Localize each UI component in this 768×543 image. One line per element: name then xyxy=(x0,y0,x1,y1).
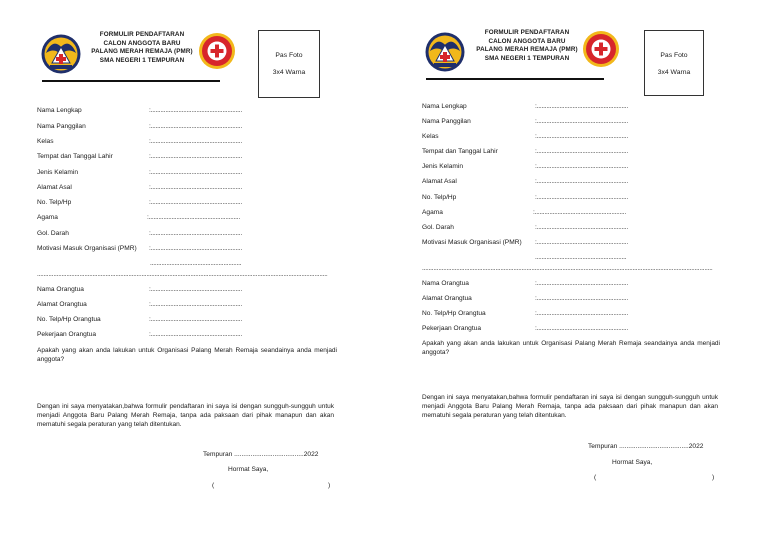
field-label: Gol. Darah xyxy=(422,224,454,231)
parent-field-row[interactable] xyxy=(37,300,287,310)
motivation-answer-line[interactable]: ........................................................ xyxy=(535,254,627,261)
field-row[interactable] xyxy=(37,106,287,116)
field-row[interactable] xyxy=(422,238,672,248)
field-label: No. Telp/Hp Orangtua xyxy=(422,310,486,317)
field-input[interactable]: :........................................................ xyxy=(535,295,629,302)
place-date: Tempuran ......................................2022 xyxy=(588,443,704,450)
parent-field-row[interactable] xyxy=(37,315,287,325)
field-input[interactable]: :........................................................ xyxy=(535,148,629,155)
palang-merah-remaja-badge-icon xyxy=(198,31,236,71)
field-row[interactable] xyxy=(37,183,287,193)
field-input[interactable]: :........................................................ xyxy=(149,230,243,237)
field-label: Kelas xyxy=(37,138,54,145)
field-label: Agama xyxy=(37,214,58,221)
field-label: Alamat Orangtua xyxy=(422,295,472,302)
place-date: Tempuran ......................................2022 xyxy=(203,451,319,458)
field-row[interactable] xyxy=(37,137,287,147)
field-input[interactable]: :........................................................ xyxy=(149,123,243,130)
field-row[interactable] xyxy=(422,102,672,112)
signature-bracket-close: ) xyxy=(328,482,331,489)
field-row[interactable] xyxy=(37,168,287,178)
photo-label: Pas Foto xyxy=(660,52,688,59)
field-label: Pekerjaan Orangtua xyxy=(37,331,97,338)
field-input[interactable]: :........................................................ xyxy=(147,214,241,221)
title-line: FORMULIR PENDAFTARAN xyxy=(484,29,570,36)
title-line: FORMULIR PENDAFTARAN xyxy=(99,31,185,38)
field-label: Nama Panggilan xyxy=(37,123,86,130)
title-line: SMA NEGERI 1 TEMPURAN xyxy=(99,56,185,64)
title-line: SMA NEGERI 1 TEMPURAN xyxy=(484,54,570,62)
parent-field-row[interactable] xyxy=(422,279,672,289)
field-label: Nama Lengkap xyxy=(422,103,467,110)
field-row[interactable] xyxy=(422,223,672,233)
motivation-answer-line[interactable]: .................................................................................................................................................................................. xyxy=(37,271,328,278)
field-label: No. Telp/Hp xyxy=(37,199,72,206)
motivation-answer-line[interactable]: .................................................................................................................................................................................. xyxy=(422,265,713,272)
field-input[interactable]: :........................................................ xyxy=(535,310,629,317)
field-label: Jenis Kelamin xyxy=(37,169,79,176)
parent-field-row[interactable] xyxy=(37,285,287,295)
field-input[interactable]: :........................................................ xyxy=(535,133,629,140)
photo-label: Pas Foto xyxy=(275,52,303,59)
title-underline xyxy=(42,80,220,82)
closing-regards: Hormat Saya, xyxy=(612,459,653,466)
field-input[interactable]: :........................................................ xyxy=(533,209,627,216)
field-row[interactable] xyxy=(37,229,287,239)
field-label: No. Telp/Hp xyxy=(422,194,457,201)
field-label: Jenis Kelamin xyxy=(422,163,464,170)
field-label: Tempat dan Tanggal Lahir xyxy=(37,153,113,160)
title-line: PALANG MERAH REMAJA (PMR) xyxy=(476,46,578,54)
field-input[interactable]: :........................................................ xyxy=(535,118,629,125)
parent-field-row[interactable] xyxy=(422,294,672,304)
field-input[interactable]: :........................................................ xyxy=(149,286,243,293)
field-input[interactable]: :........................................................ xyxy=(535,280,629,287)
field-input[interactable]: :........................................................ xyxy=(149,245,243,252)
field-input[interactable]: :........................................................ xyxy=(535,178,629,185)
pmr-emblem-icon xyxy=(424,31,466,73)
field-label: No. Telp/Hp Orangtua xyxy=(37,316,101,323)
field-row[interactable] xyxy=(37,122,287,132)
field-input[interactable]: :........................................................ xyxy=(149,169,243,176)
field-input[interactable]: :........................................................ xyxy=(149,153,243,160)
closing-regards: Hormat Saya, xyxy=(228,466,269,473)
field-row[interactable] xyxy=(37,198,287,208)
field-input[interactable]: :........................................................ xyxy=(149,316,243,323)
title-underline xyxy=(426,78,604,80)
field-label: Alamat Asal xyxy=(422,178,457,185)
form-title xyxy=(88,31,196,65)
signature-bracket-open: ( xyxy=(594,474,597,481)
field-row[interactable] xyxy=(37,152,287,162)
question-text: Apakah yang akan anda lakukan untuk Organisasi Palang Merah Remaja seandainya anda menjadi anggota? xyxy=(37,347,337,364)
field-label: Agama xyxy=(422,209,443,216)
field-row[interactable] xyxy=(37,213,287,223)
statement-text: Dengan ini saya menyatakan,bahwa formulir pendaftaran ini saya isi dengan sungguh-sungguh untuk menjadi Anggota Baru Palang Merah Remaja, tanpa ada paksaan dari pihak manapun dan akan mematuhi segala peraturan yang telah ditentukan. xyxy=(37,403,334,429)
palang-merah-remaja-badge-icon xyxy=(582,29,620,69)
field-label: Nama Orangtua xyxy=(37,286,84,293)
field-input[interactable]: :........................................................ xyxy=(149,301,243,308)
field-row[interactable] xyxy=(422,193,672,203)
photo-size-label: 3x4 Warna xyxy=(272,69,306,76)
parent-field-row[interactable] xyxy=(37,330,287,340)
field-row[interactable] xyxy=(422,208,672,218)
statement-text: Dengan ini saya menyatakan,bahwa formulir pendaftaran ini saya isi dengan sungguh-sungguh untuk menjadi Anggota Baru Palang Merah Remaja, tanpa ada paksaan dari pihak manapun dan akan mematuhi segala peraturan yang telah ditentukan. xyxy=(422,394,718,420)
field-input[interactable]: :........................................................ xyxy=(149,138,243,145)
field-row[interactable] xyxy=(422,132,672,142)
field-input[interactable]: :........................................................ xyxy=(535,239,629,246)
field-label: Pekerjaan Orangtua xyxy=(422,325,482,332)
field-label: Alamat Orangtua xyxy=(37,301,87,308)
signature-bracket-open: ( xyxy=(212,482,215,489)
field-label: Nama Panggilan xyxy=(422,118,471,125)
field-label: Alamat Asal xyxy=(37,184,72,191)
pmr-emblem-icon xyxy=(40,33,82,75)
field-input[interactable]: :........................................................ xyxy=(535,163,629,170)
field-row[interactable] xyxy=(37,244,287,254)
field-label: Motivasi Masuk Organisasi (PMR) xyxy=(37,245,137,252)
photo-size-label: 3x4 Warna xyxy=(657,69,691,76)
field-input[interactable]: :........................................................ xyxy=(149,331,243,338)
field-input[interactable]: :........................................................ xyxy=(149,184,243,191)
parent-field-row[interactable] xyxy=(422,324,672,334)
field-input[interactable]: :........................................................ xyxy=(149,107,243,114)
field-row[interactable] xyxy=(422,147,672,157)
motivation-answer-line[interactable]: ........................................................ xyxy=(150,260,242,267)
field-label: Gol. Darah xyxy=(37,230,69,237)
photo-box xyxy=(258,30,320,98)
question-text: Apakah yang akan anda lakukan untuk Organisasi Palang Merah Remaja seandainya anda menjadi anggota? xyxy=(422,340,720,357)
field-input[interactable]: :........................................................ xyxy=(535,103,629,110)
field-row[interactable] xyxy=(422,117,672,127)
title-line: PALANG MERAH REMAJA (PMR) xyxy=(91,48,193,56)
form-title xyxy=(472,29,582,63)
title-line: CALON ANGGOTA BARU xyxy=(103,39,181,47)
field-label: Nama Orangtua xyxy=(422,280,469,287)
registration-form-right xyxy=(386,0,768,543)
field-input[interactable]: :........................................................ xyxy=(535,325,629,332)
field-input[interactable]: :........................................................ xyxy=(535,194,629,201)
field-row[interactable] xyxy=(422,177,672,187)
parent-field-row[interactable] xyxy=(422,309,672,319)
field-label: Nama Lengkap xyxy=(37,107,82,114)
field-label: Motivasi Masuk Organisasi (PMR) xyxy=(422,239,522,246)
field-input[interactable]: :........................................................ xyxy=(149,199,243,206)
field-row[interactable] xyxy=(422,162,672,172)
signature-bracket-close: ) xyxy=(712,474,715,481)
title-line: CALON ANGGOTA BARU xyxy=(488,37,566,45)
field-label: Tempat dan Tanggal Lahir xyxy=(422,148,498,155)
field-input[interactable]: :........................................................ xyxy=(535,224,629,231)
field-label: Kelas xyxy=(422,133,439,140)
photo-box xyxy=(644,30,704,96)
